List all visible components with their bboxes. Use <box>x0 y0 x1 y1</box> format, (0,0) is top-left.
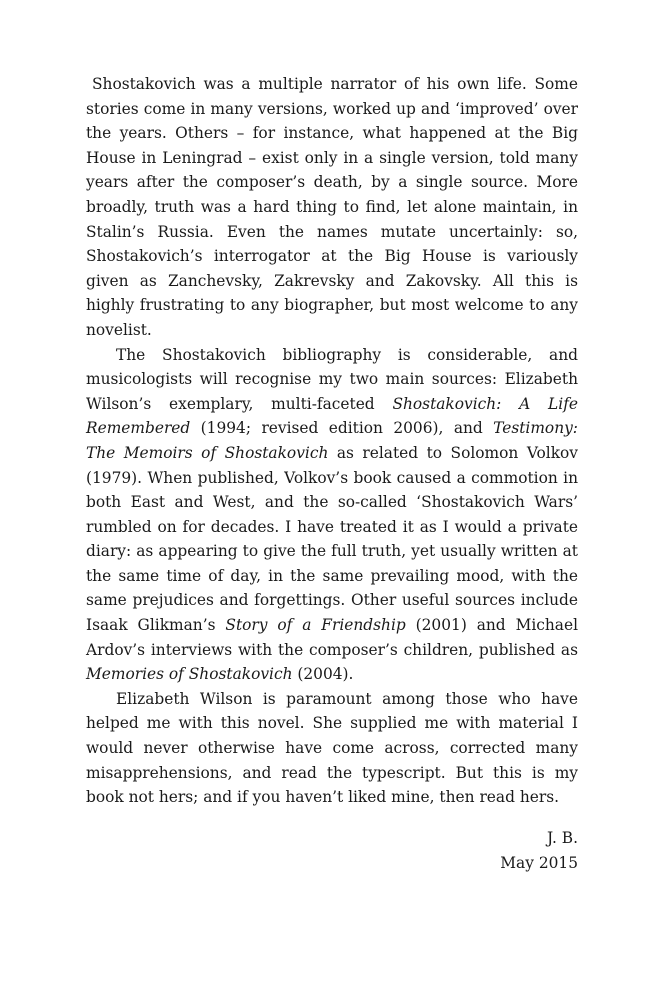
bibliography-text-3: as related to Solomon Volkov (1979). When published, Volkov’s book caused a commotion in both East and West, and the so-called ‘Shostakovich Wars’ rumbled on for decades. I have treated it as I would a private diary: as appearing to give the full truth, yet usually written at the same time of day, in the same prevailing mood, with the same prejudices and forgettings. Other useful sources include Isaak Glikman’s <box>86 443 578 635</box>
author-note-body <box>86 72 578 810</box>
bibliography-text-4: (2001) and Michael Ardov’s interviews with the composer’s children, published as <box>86 616 578 659</box>
book-title-story-of-a-friendship: Story of a Friendship <box>225 616 406 635</box>
signoff <box>500 826 578 876</box>
paragraph-bibliography <box>86 343 578 687</box>
author-initials: J. B. <box>547 829 578 847</box>
bibliography-text-5: (2004). <box>292 665 354 684</box>
paragraph-narrator: Shostakovich was a multiple narrator of his own life. Some stories come in many versions, worked up and ‘improved’ over the years. Others – for instance, what happened at the Big House in Leningrad – exist only in a single version, told many years after the composer’s death, by a single source. More broadly, truth was a hard thing to find, let alone maintain, in Stalin’s Russia. Even the names mutate uncertainly: so, Shostakovich’s interrogator at the Big House is variously given as Zanchevsky, Zakrevsky and Zakovsky. All this is highly frustrating to any biographer, but most welcome to any novelist. <box>86 75 578 339</box>
book-title-testimony: Testimony: The Memoirs of Shostakovich <box>86 419 578 462</box>
bibliography-text-2: (1994; revised edition 2006), and <box>190 419 494 438</box>
book-title-life-remembered: Shostakovich: A Life Remembered <box>86 394 578 438</box>
paragraph-acknowledgement: Elizabeth Wilson is paramount among those who have helped me with this novel. She supplied me with material I would never otherwise have come across, corrected many misapprehensions, and read the typescript. But this is my book not hers; and if you haven’t liked mine, then read hers. <box>86 689 578 807</box>
bibliography-text-1: The Shostakovich bibliography is considerable, and musicologists will recognise my two main sources: Elizabeth Wilson’s exemplary, multi-faceted <box>86 345 578 413</box>
signoff-date: May 2015 <box>500 854 578 872</box>
book-title-memories-of-shostakovich: Memories of Shostakovich <box>86 665 293 684</box>
